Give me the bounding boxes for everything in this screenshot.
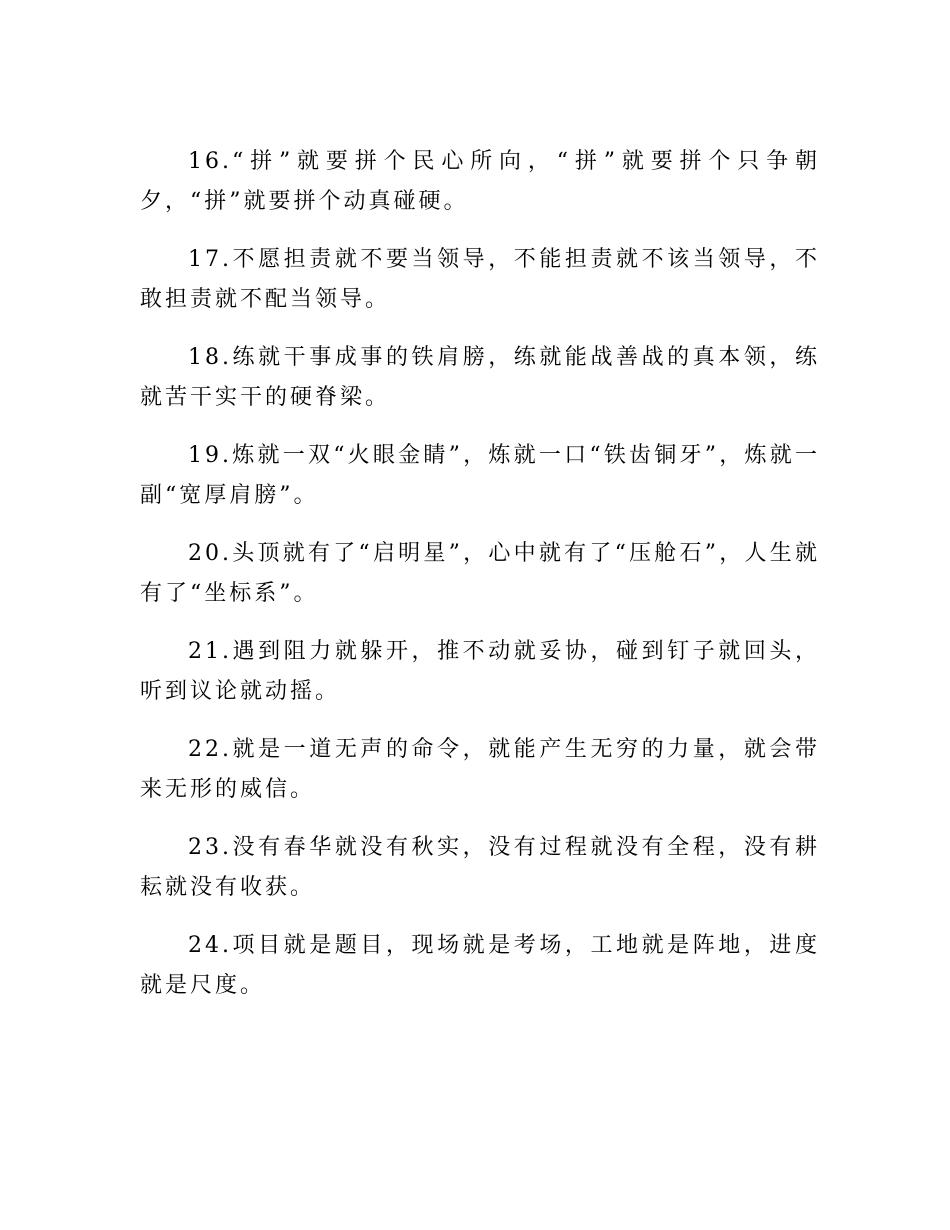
paragraph-17: 17.不愿担责就不要当领导，不能担责就不该当领导，不敢担责就不配当领导。	[140, 247, 820, 312]
paragraph-22: 22.就是一道无声的命令，就能产生无穷的力量，就会带来无形的威信。	[140, 737, 820, 802]
paragraph-16: 16.“拼”就要拼个民心所向，“拼”就要拼个只争朝夕，“拼”就要拼个动真碰硬。	[140, 149, 820, 214]
paragraph-21: 21.遇到阻力就躲开，推不动就妥协，碰到钉子就回头，听到议论就动摇。	[140, 639, 820, 704]
document-body	[140, 142, 820, 1024]
paragraph-23: 23.没有春华就没有秋实，没有过程就没有全程，没有耕耘就没有收获。	[140, 835, 820, 900]
paragraph-24: 24.项目就是题目，现场就是考场，工地就是阵地，进度就是尺度。	[140, 933, 820, 998]
paragraph-20: 20.头顶就有了“启明星”，心中就有了“压舱石”，人生就有了“坐标系”。	[140, 541, 820, 606]
paragraph-18: 18.练就干事成事的铁肩膀，练就能战善战的真本领，练就苦干实干的硬脊梁。	[140, 345, 820, 410]
paragraph-19: 19.炼就一双“火眼金睛”，炼就一口“铁齿铜牙”，炼就一副“宽厚肩膀”。	[140, 443, 820, 508]
